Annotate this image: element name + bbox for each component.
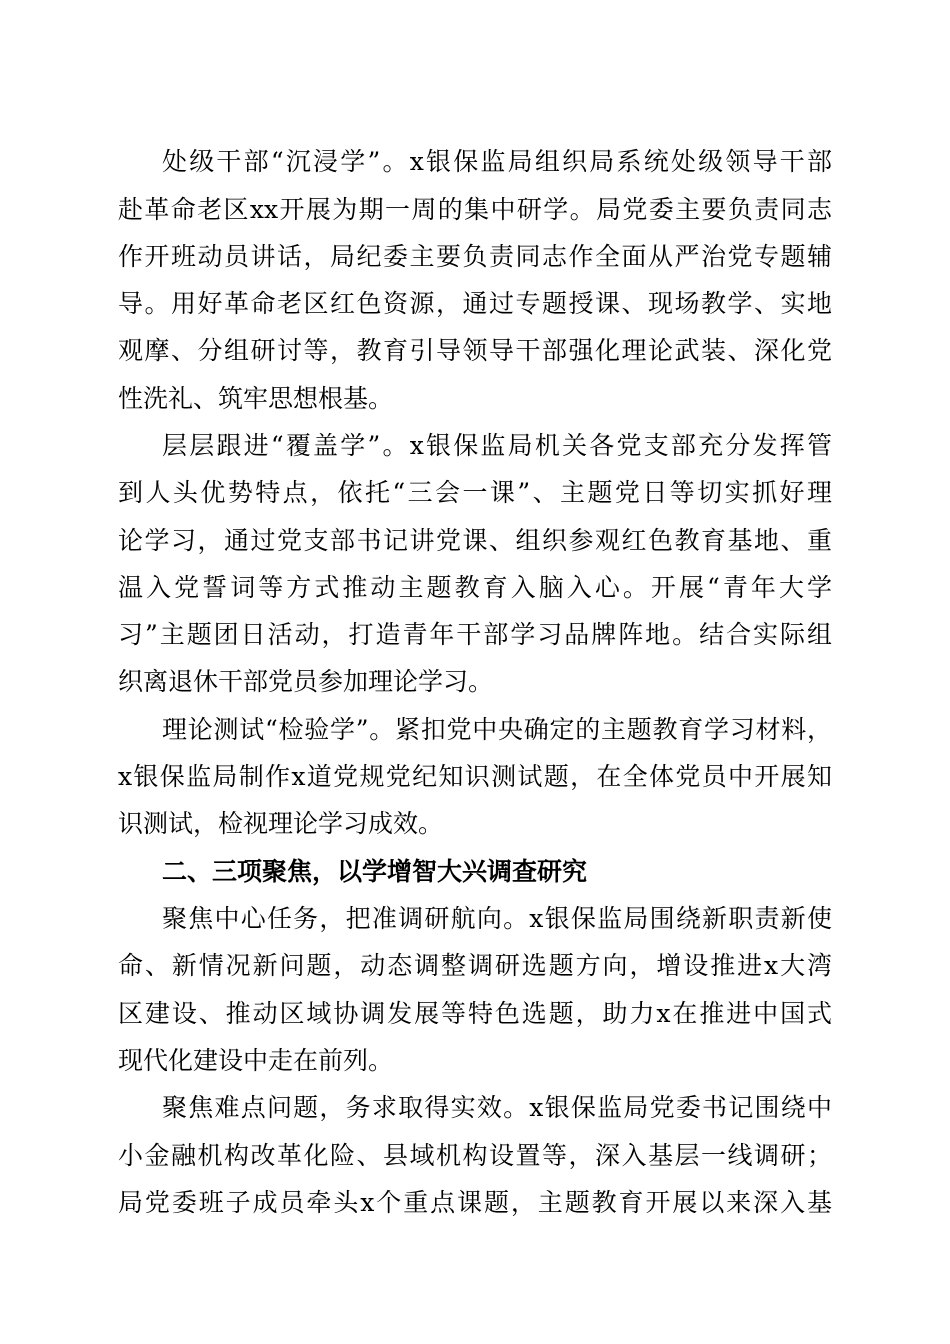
- paragraph-3-line-3: 识测试，检视理论学习成效。: [118, 809, 444, 838]
- paragraph-3-line-2: x银保监局制作x道党规党纪知识测试题，在全体党员中开展知: [118, 762, 832, 791]
- paragraph-1-line-3: 作开班动员讲话，局纪委主要负责同志作全面从严治党专题辅: [118, 242, 832, 271]
- paragraph-5-line-2: 小金融机构改革化险、县域机构设置等，深入基层一线调研；: [118, 1141, 832, 1170]
- paragraph-5-line-1: 聚焦难点问题，务求取得实效。x银保监局党委书记围绕中: [162, 1093, 832, 1122]
- paragraph-4-line-4: 现代化建设中走在前列。: [118, 1046, 394, 1075]
- paragraph-4-line-2: 命、新情况新问题，动态调整调研选题方向，增设推进x大湾: [118, 951, 832, 980]
- paragraph-2-line-5: 习”主题团日活动，打造青年干部学习品牌阵地。结合实际组: [118, 620, 832, 649]
- paragraph-1-line-6: 性洗礼、筑牢思想根基。: [118, 384, 394, 413]
- paragraph-1-line-1: 处级干部“沉浸学”。x银保监局组织局系统处级领导干部: [162, 147, 832, 176]
- paragraph-4-line-1: 聚焦中心任务，把准调研航向。x银保监局围绕新职责新使: [162, 904, 832, 933]
- paragraph-2-line-2: 到人头优势特点，依托“三会一课”、主题党日等切实抓好理: [118, 478, 832, 507]
- paragraph-2-line-3: 论学习，通过党支部书记讲党课、组织参观红色教育基地、重: [118, 526, 832, 555]
- paragraph-4-line-3: 区建设、推动区域协调发展等特色选题，助力x在推进中国式: [118, 999, 832, 1028]
- section-heading: 二、三项聚焦，以学增智大兴调查研究: [162, 857, 588, 886]
- paragraph-2-line-6: 织离退休干部党员参加理论学习。: [118, 667, 494, 696]
- paragraph-2-line-4: 温入党誓词等方式推动主题教育入脑入心。开展“青年大学: [118, 573, 832, 602]
- paragraph-1-line-4: 导。用好革命老区红色资源，通过专题授课、现场教学、实地: [118, 289, 832, 318]
- paragraph-2-line-1: 层层跟进“覆盖学”。x银保监局机关各党支部充分发挥管: [162, 431, 832, 460]
- paragraph-5-line-3: 局党委班子成员牵头x个重点课题，主题教育开展以来深入基: [118, 1188, 832, 1217]
- paragraph-3-line-1: 理论测试“检验学”。紧扣党中央确定的主题教育学习材料，: [162, 715, 832, 744]
- paragraph-1-line-2: 赴革命老区xx开展为期一周的集中研学。局党委主要负责同志: [118, 195, 832, 224]
- paragraph-1-line-5: 观摩、分组研讨等，教育引导领导干部强化理论武装、深化党: [118, 336, 832, 365]
